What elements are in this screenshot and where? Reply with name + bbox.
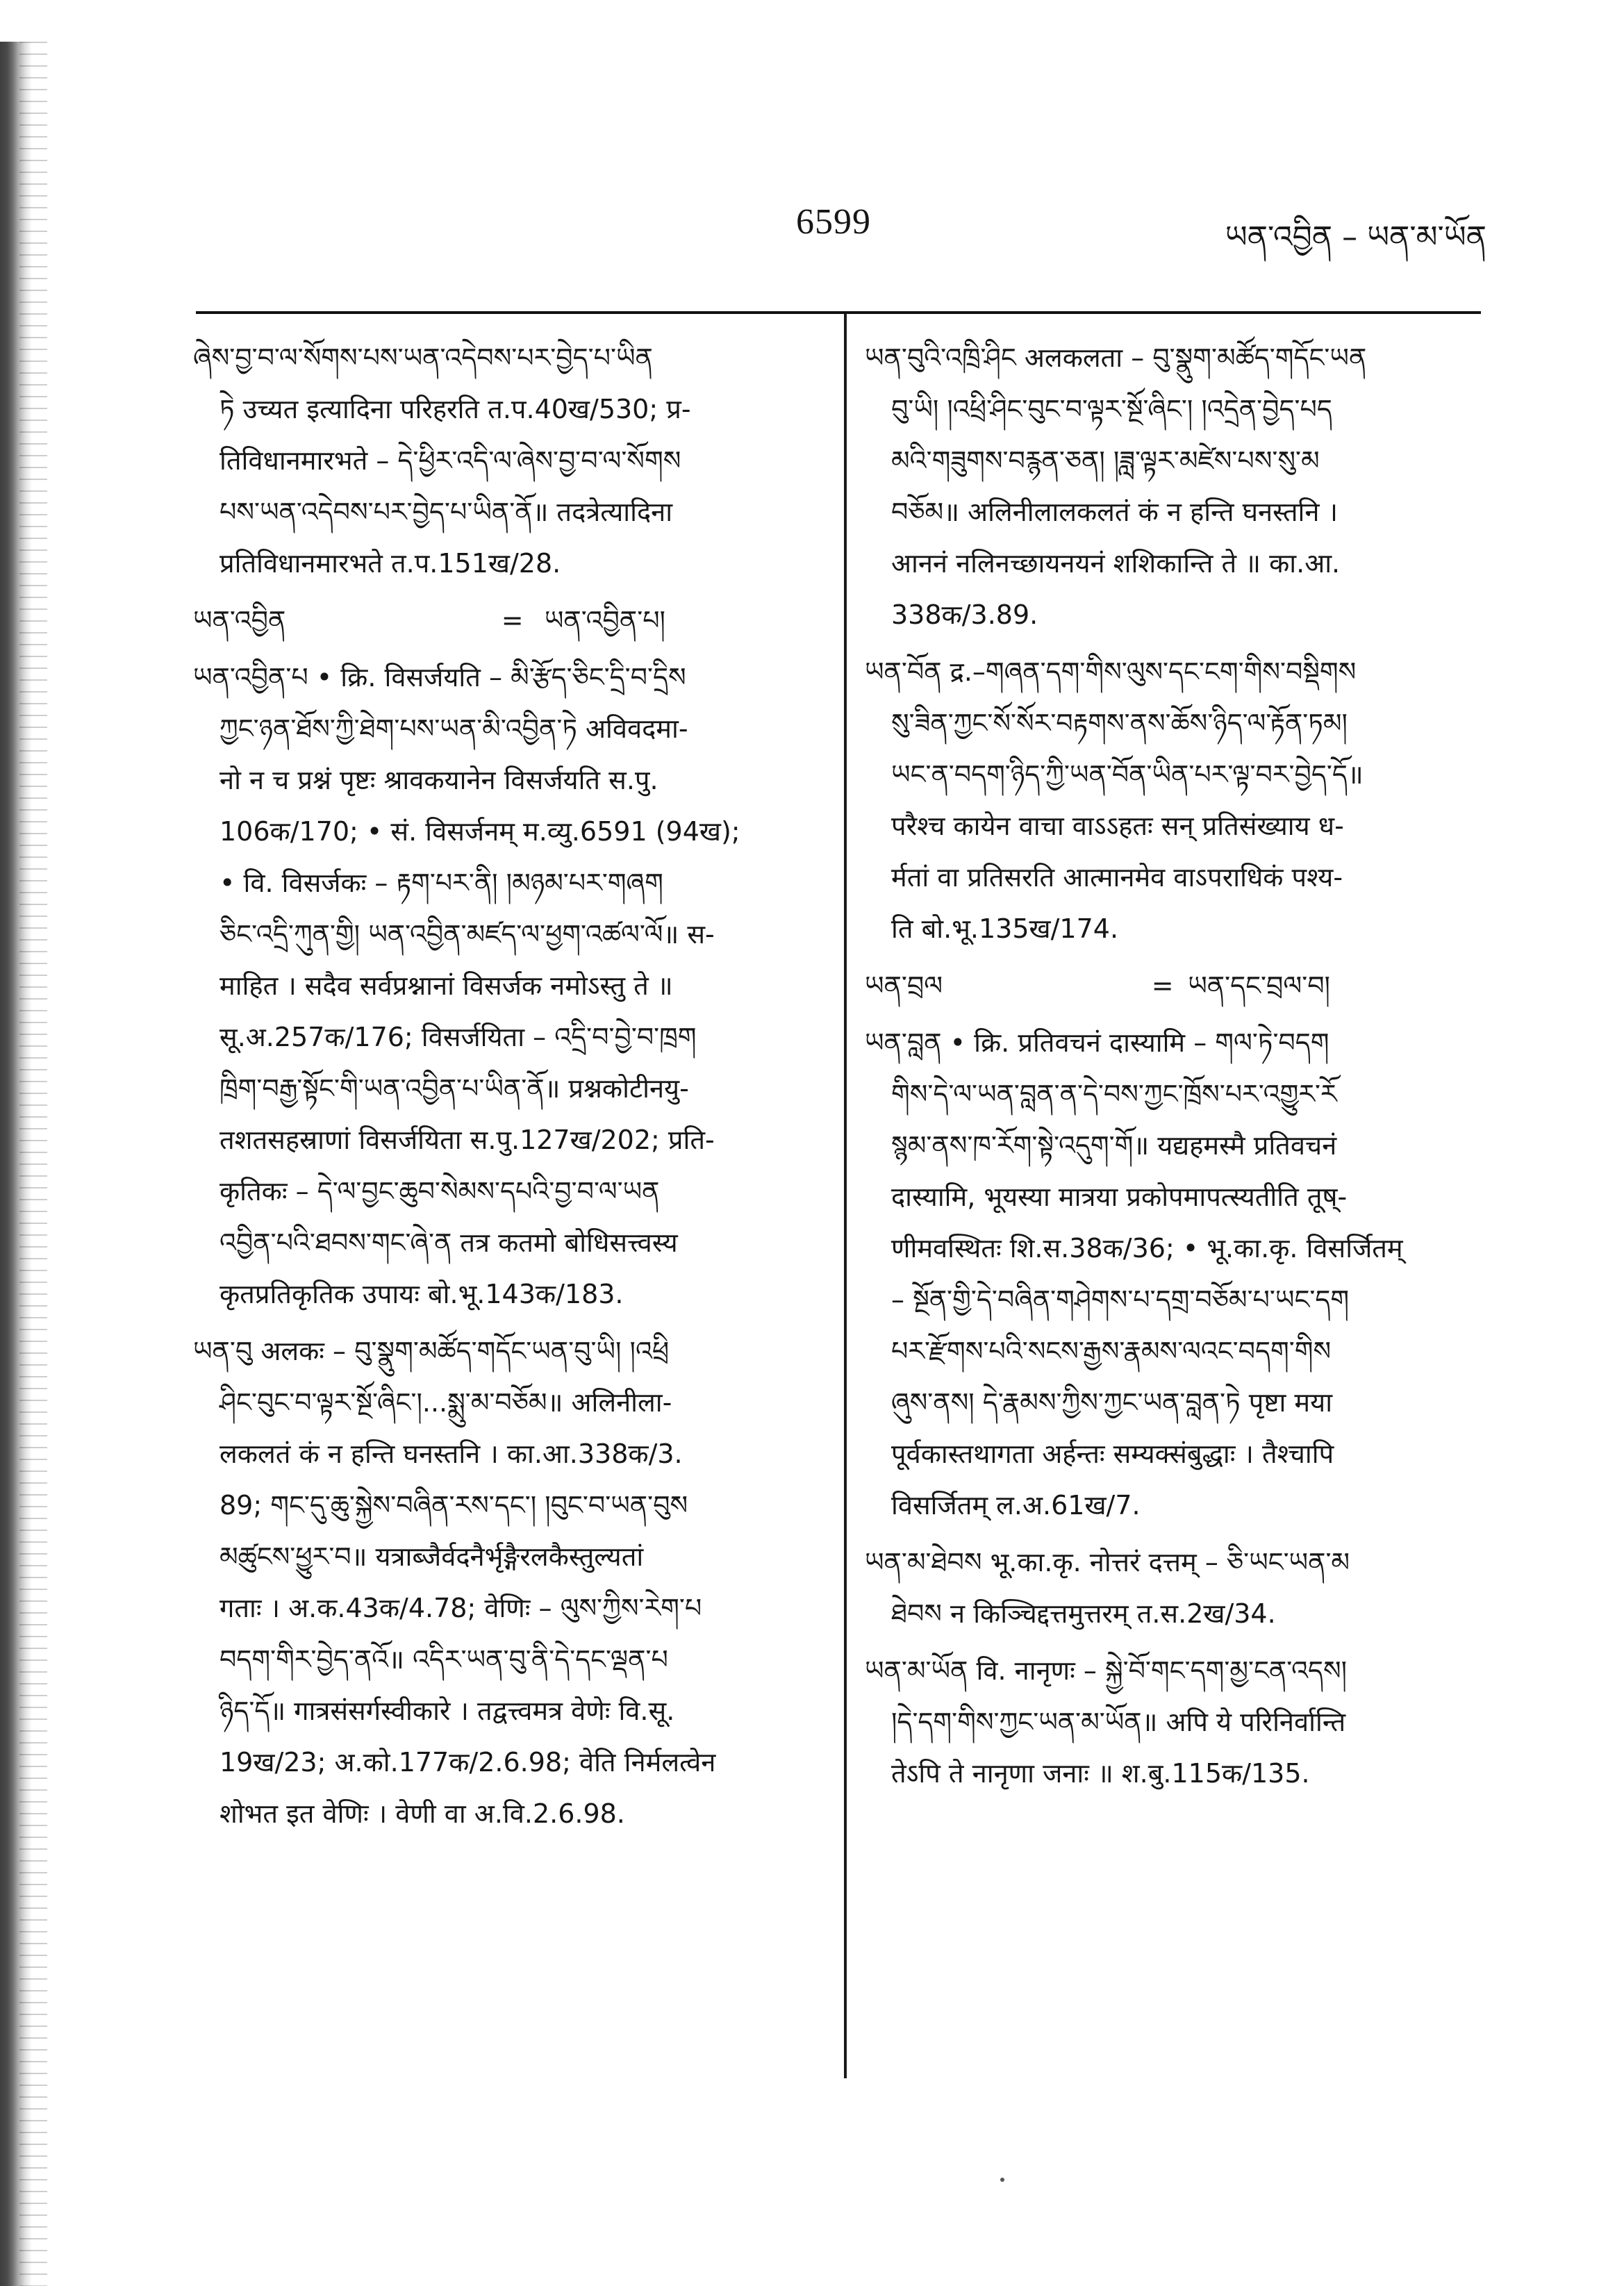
dictionary-entry <box>865 1537 1483 1639</box>
page-number: 6599 <box>796 202 871 242</box>
entry-line: र्मतां वा प्रतिसरति आत्मानमेव वाऽपराधिकं पश्य- <box>891 862 1343 893</box>
entry-line: ति बो.भू.135ख/174. <box>891 913 1119 944</box>
entry-line: 19ख/23; अ.को.177क/2.6.98; वेति निर्मलत्वेन <box>219 1747 716 1778</box>
entry-line: ཤིང་བུང་བ་ལྟར་སྔོ་ཞིང་།...སྨུ་མ་བཅོམ॥ अलिनीला- <box>219 1387 672 1418</box>
entry-line: दास्यामि, भूयस्या मात्रया प्रकोपमापत्स्यतीति तूष्- <box>891 1182 1348 1212</box>
entry-line: བུ་ཡི། །འཕྲི་ཤིང་བུང་བ་ལྟར་སྔོ་ཞིང་། །འདྲེན་བྱེད་པད <box>891 394 1332 424</box>
entry-line: कृतप्रतिकृतिक उपायः बो.भू.143क/183. <box>219 1279 624 1309</box>
column-divider <box>844 314 847 2078</box>
entry-line: ཁྲིག་བརྒྱ་སྟོང་གི་ཡན་འབྱིན་པ་ཡིན་ནོ॥ प्रश्नकोटीनयु- <box>219 1073 689 1104</box>
entry-headline: ཡན་མ་ཡོན वि. नानृणः – སྐྱེ་བོ་གང་དག་མྱ་ངན་འདས། <box>865 1655 1348 1686</box>
right-column <box>865 332 1483 1805</box>
dictionary-entry <box>193 332 818 589</box>
entry-headline: ཡན་བུའི་འཁྲི་ཤིང अलकलता – བུ་སྣུག་མཚོད་གདོང་ཡན <box>865 342 1367 373</box>
entry-line: लकलतं कं न हन्ति घनस्तनि । का.आ.338क/3. <box>219 1439 683 1469</box>
entry-line: गताः । अ.क.43क/4.78; वेणिः – ལུས་ཀྱིས་རེག་པ <box>219 1593 702 1623</box>
dictionary-entry <box>865 1017 1483 1531</box>
entry-line: तशतसहस्राणां विसर्जयिता स.पु.127ख/202; प्रति- <box>219 1125 715 1155</box>
dictionary-entry <box>865 332 1483 640</box>
entry-line: །དེ་དག་གིས་ཀྱང་ཡན་མ་ཡོན॥ अपि ये परिनिर्वान्ति <box>891 1707 1346 1737</box>
entry-headline: ཡན་བླན • क्रि. प्रतिवचनं दास्यामि – གལ་ཏེ་བདག <box>865 1027 1329 1058</box>
entry-line: • वि. विसर्जकः – རྟག་པར་ནི། །མཉམ་པར་གཞག <box>219 868 663 898</box>
entry-line: माहित । सदैव सर्वप्रश्नानां विसर्जक नमोऽस्तु ते ॥ <box>219 970 673 1001</box>
entry-line: 106क/170; • सं. विसर्जनम् म.व्यु.6591 (94ख); <box>219 816 740 847</box>
entry-headline: ཡན་མ་ཐེབས भू.का.कृ. नोत्तरं दत्तम् – ཅི་ཡང་ཡན་མ <box>865 1547 1350 1577</box>
entry-line: नो न च प्रश्नं पृष्टः श्रावकयानेन विसर्जयति स.पु. <box>219 765 658 795</box>
entry-line: ཐེབས न किञ्चिद्दत्तमुत्तरम् त.स.2ख/34. <box>891 1598 1276 1629</box>
entry-headline: ཡན་བུ अलकः – བུ་སྣུག་མཚོད་གདོང་ཡན་བུ་ཡི། །འཕྲི <box>193 1336 670 1366</box>
entry-line: 338क/3.89. <box>891 599 1038 630</box>
entry-line: ཉིད་དོ॥ गात्रसंसर्गस्वीकारे । तद्वत्त्वमत्र वेणेः वि.सू. <box>219 1696 675 1726</box>
entry-line: विसर्जितम् ल.अ.61ख/7. <box>891 1490 1141 1521</box>
entry-headline: ཡན་བོན द्र.–གཞན་དག་གིས་ལུས་དང་ངག་གིས་བསྡིགས <box>865 656 1357 687</box>
crossref-eq: = <box>501 605 524 636</box>
entry-line: प्रतिविधानमारभते त.प.151ख/28. <box>219 548 561 579</box>
entry-line: པར་རྫོགས་པའི་སངས་རྒྱས་རྣམས་ལའང་བདག་གིས <box>891 1336 1332 1366</box>
entry-line: སྙམ་ནས་ཁ་རོག་སྟེ་འདུག་གོ॥ यद्यहमस्मै प्रतिवचनं <box>891 1130 1337 1161</box>
cross-reference <box>865 960 1483 1011</box>
crossref-eq: = <box>1151 970 1174 1001</box>
entry-line: सू.अ.257क/176; विसर्जयिता – འདྲི་བ་བྱེ་བ་ཁྲག <box>219 1022 697 1052</box>
crossref-target: ཡན་འབྱིན་པ། <box>544 605 665 636</box>
entry-headline: ཞེས་བྱ་བ་ལ་སོགས་པས་ཡན་འདེབས་པར་བྱེད་པ་ཡིན <box>193 342 653 373</box>
crossref-target: ཡན་དང་བྲལ་བ། <box>1188 970 1330 1001</box>
dictionary-entry <box>193 1325 818 1839</box>
entry-line: तेऽपि ते नानृणा जनाः ॥ श.बु.115क/135. <box>891 1758 1310 1789</box>
entry-line: कृतिकः – དེ་ལ་བྱང་ཆུབ་སེམས་དཔའི་བྱ་བ་ལ་ཡན <box>219 1176 660 1207</box>
cross-reference <box>193 595 818 646</box>
dictionary-entry <box>865 960 1483 1011</box>
entry-line: 89; གང་དུ་ཆུ་སྐྱེས་བཞིན་རས་དང་། །བུང་བ་ཡན་བུས <box>219 1490 688 1521</box>
entry-line: ཀྱང་ཉན་ཐོས་ཀྱི་ཐེག་པས་ཡན་མི་འབྱིན་ཏེ अविवदमा- <box>219 713 688 744</box>
entry-line: ཡང་ན་བདག་ཉིད་ཀྱི་ཡན་བོན་ཡིན་པར་ལྟ་བར་བྱེད་དོ॥ <box>891 759 1364 790</box>
entry-line: णीमवस्थितः शि.स.38क/36; • भू.का.कृ. विसर्जितम् <box>891 1233 1403 1264</box>
entry-line: ཞུས་ནས། དེ་རྣམས་ཀྱིས་ཀྱང་ཡན་བླན་ཏེ पृष्टा मया <box>891 1387 1333 1418</box>
entry-line: तिविधानमारभते – དེ་ཕྱིར་འདི་ལ་ཞེས་བྱ་བ་ལ་སོགས <box>219 445 681 476</box>
dictionary-entry <box>865 1645 1483 1799</box>
entry-line: སུ་ཟིན་ཀྱང་སོ་སོར་བརྟགས་ནས་ཆོས་ཉིད་ལ་རྟོན་ཏམ། <box>891 708 1348 738</box>
entry-line: མཚུངས་ཕྱུར་བ॥ यत्राब्जैर्वदनैर्भृङ्गैरलकैस्तुल्यतां <box>219 1541 644 1572</box>
entry-line: परैश्च कायेन वाचा वाऽऽहतः सन् प्रतिसंख्याय ध- <box>891 811 1344 841</box>
entry-line: शोभत इत वेणिः । वेणी वा अ.वि.2.6.98. <box>219 1798 625 1829</box>
scan-speck <box>1000 2178 1004 2182</box>
dictionary-entry <box>865 646 1483 954</box>
entry-line: གིས་དེ་ལ་ཡན་བླན་ན་དེ་བས་ཀྱང་ཁྲོས་པར་འགྱུར་རོ <box>891 1079 1337 1109</box>
entry-line: ཏེ उच्यत इत्यादिना परिहरति त.प.40ख/530; प्र- <box>219 394 691 424</box>
left-column <box>193 332 818 1845</box>
entry-line: པས་ཡན་འདེབས་པར་བྱེད་པ་ཡིན་ནོ॥ तदत्रेत्यादिना <box>219 497 673 527</box>
entry-line: བཅོམ॥ अलिनीलालकलतं कं न हन्ति घनस्तनि । <box>891 497 1338 527</box>
header-rule <box>196 311 1481 314</box>
crossref-head: ཡན་བྲལ <box>865 970 943 1001</box>
entry-line: འབྱིན་པའི་ཐབས་གང་ཞེ་ན तत्र कतमो बोधिसत्त्वस्य <box>219 1227 678 1258</box>
crossref-head: ཡན་འབྱིན <box>193 605 286 636</box>
entry-line: – སྔོན་གྱི་དེ་བཞིན་གཤེགས་པ་དགྲ་བཅོམ་པ་ཡང་དག <box>891 1284 1350 1315</box>
dictionary-entry <box>193 652 818 1320</box>
entry-line: མའི་གཟུགས་བརྙན་ཅན། །ཟླ་ལྟར་མཛེས་པས་སུ་མ <box>891 445 1320 476</box>
entry-headline: ཡན་འབྱིན་པ • क्रि. विसर्जयति – མི་རྩོད་ཅིང་དྲི་བ་དྲིས <box>193 662 686 693</box>
entry-line: བདག་གིར་བྱེད་ནའོ॥ འདིར་ཡན་བུ་ནི་དེ་དང་ལྡན་པ <box>219 1644 668 1675</box>
entry-line: आननं नलिनच्छायनयनं शशिकान्ति ते ॥ का.आ. <box>891 548 1341 579</box>
entry-line: ཅིང་འདྲི་ཀུན་གྱི། ཡན་འབྱིན་མཛད་ལ་ཕྱག་འཚལ་ལོ॥ स- <box>219 919 715 950</box>
running-head: ཡན་འབྱིན – ཡན་མ་ཡོན <box>1225 220 1486 255</box>
entry-line: पूर्वकास्तथागता अर्हन्तः सम्यक्संबुद्धाः । तैश्चापि <box>891 1439 1334 1469</box>
scan-binding-specks <box>19 42 47 2286</box>
dictionary-entry <box>193 595 818 646</box>
